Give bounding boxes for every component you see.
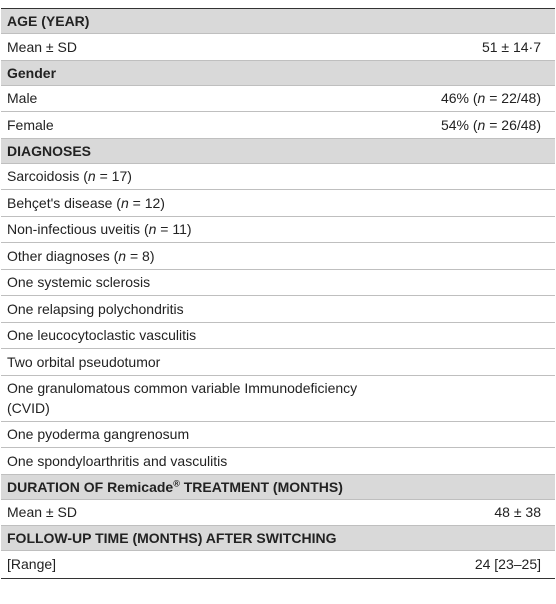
row-label: One granulomatous common variable Immunodeficiency (CVID) xyxy=(7,380,358,416)
table-row xyxy=(1,500,555,527)
row-label: Other diagnoses (n = 8) xyxy=(7,247,155,264)
table-row xyxy=(1,551,555,578)
table-row xyxy=(1,34,555,61)
table-row xyxy=(1,217,555,244)
section-title: DIAGNOSES xyxy=(7,142,92,159)
row-label: Two orbital pseudotumor xyxy=(7,353,161,370)
section-title: Gender xyxy=(7,64,57,81)
table-row xyxy=(1,296,555,323)
row-value: 48 ± 38 xyxy=(494,504,541,521)
row-value: 54% (n = 26/48) xyxy=(440,116,541,133)
row-label: Sarcoidosis (n = 17) xyxy=(7,168,132,185)
table-row xyxy=(1,86,555,113)
section-header-followup xyxy=(1,526,555,551)
row-label: [Range] xyxy=(7,556,57,573)
row-label: One relapsing polychondritis xyxy=(7,300,184,317)
table-row xyxy=(1,190,555,217)
table-row xyxy=(1,243,555,270)
row-label: One spondyloarthritis and vasculitis xyxy=(7,452,228,469)
row-label: Non-infectious uveitis (n = 11) xyxy=(7,221,192,238)
row-value: 24 [23–25] xyxy=(474,556,541,573)
table-row xyxy=(1,164,555,191)
row-label: Mean ± SD xyxy=(7,38,77,55)
row-label: One pyoderma gangrenosum xyxy=(7,426,190,443)
table-row xyxy=(1,349,555,376)
row-label: Behçet's disease (n = 12) xyxy=(7,194,165,211)
section-header-age xyxy=(1,9,555,34)
row-label: One systemic sclerosis xyxy=(7,274,151,291)
table-row xyxy=(1,323,555,350)
table-row xyxy=(1,112,555,139)
table-row xyxy=(1,376,555,422)
table-row xyxy=(1,422,555,449)
row-value: 46% (n = 22/48) xyxy=(440,90,541,107)
row-label: Mean ± SD xyxy=(7,504,77,521)
section-title: AGE (YEAR) xyxy=(7,13,90,29)
row-label: One leucocytoclastic vasculitis xyxy=(7,327,197,344)
demographics-table xyxy=(1,8,555,579)
section-title: FOLLOW-UP TIME (MONTHS) AFTER SWITCHING xyxy=(7,530,337,546)
row-label: Female xyxy=(7,116,54,133)
table-row xyxy=(1,270,555,297)
table-row xyxy=(1,448,555,475)
section-title: DURATION OF Remicade® TREATMENT (MONTHS) xyxy=(7,477,343,495)
section-header-diagnoses xyxy=(1,139,555,164)
section-header-gender xyxy=(1,61,555,86)
section-header-duration xyxy=(1,475,555,500)
row-label: Male xyxy=(7,90,38,107)
row-value: 51 ± 14·7 xyxy=(481,38,541,55)
